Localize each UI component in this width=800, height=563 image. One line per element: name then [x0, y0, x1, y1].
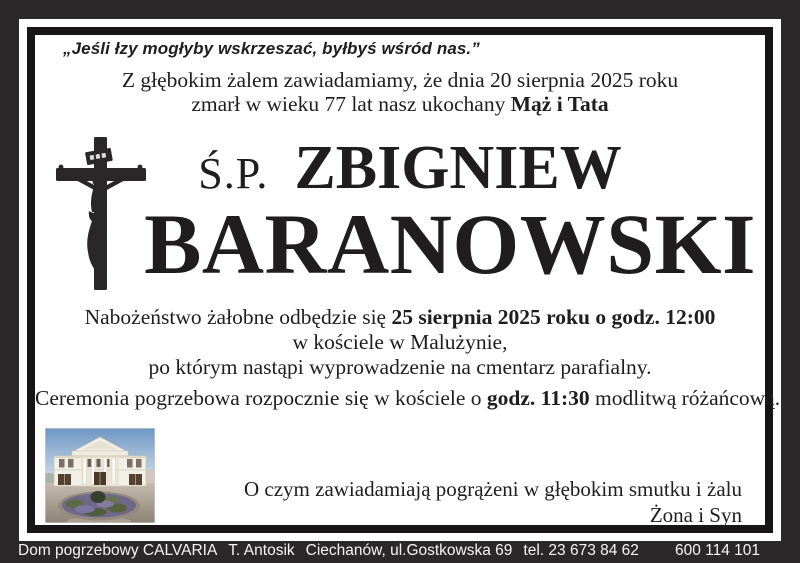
closing-line-1: O czym zawiadamiają pogrążeni w głębokim smutku i żalu	[243, 477, 742, 501]
mourners: Żona i Syn	[649, 502, 742, 527]
service-line-1	[35, 305, 765, 330]
intro-line-2	[35, 92, 765, 116]
first-name: ZBIGNIEW	[294, 134, 622, 202]
white-mat	[19, 19, 781, 541]
announcement-intro	[35, 68, 765, 116]
memorial-quote: „Jeśli łzy mogłyby wskrzeszać, byłbyś wśród nas.”	[63, 39, 480, 58]
funeral-home-bar	[0, 540, 800, 563]
relation-label: Mąż i Tata	[510, 92, 609, 116]
ceremony-prefix: Ceremonia pogrzebowa rozpocznie się w kościele o	[35, 386, 487, 410]
honorific: Ś.P.	[198, 149, 269, 198]
service-details	[35, 305, 765, 380]
ceremony-suffix: modlitwą różańcową.	[589, 386, 781, 410]
service-date-time: 25 sierpnia 2025 roku o godz. 12:00	[391, 305, 716, 329]
funeral-home-name: Dom pogrzebowy CALVARIA	[18, 542, 218, 559]
inner-black-frame	[27, 27, 781, 533]
closing-block	[244, 477, 742, 528]
intro-line-2-text: zmarł w wieku 77 lat nasz ukochany	[191, 92, 511, 116]
ceremony-time: godz. 11:30	[486, 386, 590, 410]
service-line-3: po którym nastąpi wyprowadzenie na cmentarz parafialny.	[148, 355, 652, 379]
funeral-home-address: Ciechanów, ul.Gostkowska 69	[305, 542, 513, 559]
funeral-home-mobile: 600 114 101	[674, 542, 760, 559]
funeral-home-telephone: tel. 23 673 84 62	[523, 542, 639, 559]
service-line-1-text: Nabożeństwo żałobne odbędzie się	[84, 305, 392, 329]
last-name: BARANOWSKI	[144, 196, 756, 292]
service-line-2: w kościele w Malużynie,	[292, 330, 508, 354]
intro-line-1: Z głębokim żalem zawiadamiamy, że dnia 20 sierpnia 2025 roku	[121, 68, 679, 92]
funeral-home-owner: T. Antosik	[228, 542, 295, 559]
funeral-home-photo	[45, 428, 155, 523]
ceremony-line	[35, 386, 781, 411]
